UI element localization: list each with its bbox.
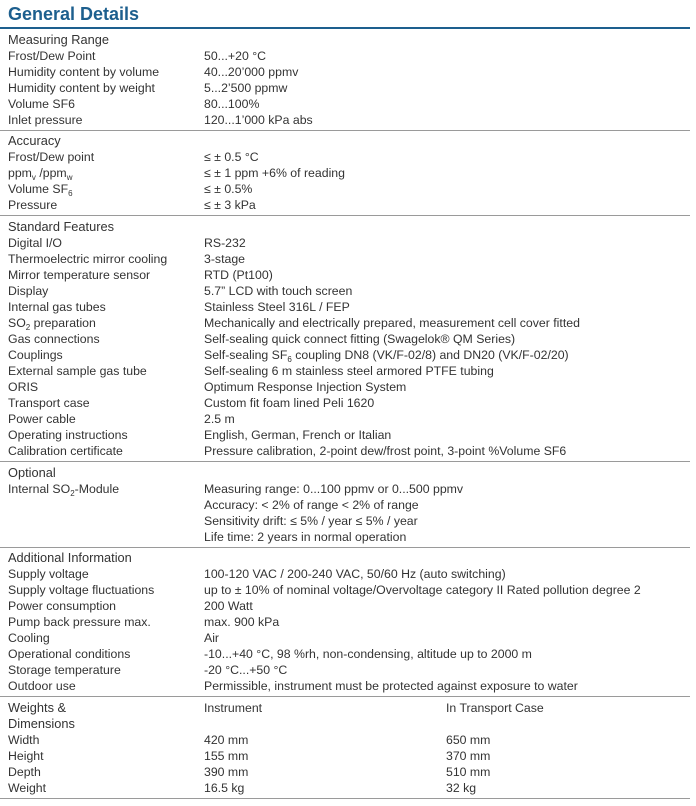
spec-label: Gas connections [8, 332, 100, 346]
spec-label: Frost/Dew Point [8, 49, 96, 63]
spec-value: RS-232 [204, 236, 246, 250]
spec-label: Pressure [8, 198, 58, 212]
section-heading-standard-features: Standard Features [8, 219, 114, 234]
spec-row [8, 678, 690, 694]
spec-value: Air [204, 631, 220, 645]
spec-row [8, 267, 690, 283]
spec-row [8, 149, 690, 165]
spec-value: ≤ ± 0.5% [204, 182, 253, 196]
spec-value: RTD (Pt100) [204, 268, 273, 282]
spec-value: 100-120 VAC / 200-240 VAC, 50/60 Hz (auto switching) [204, 567, 506, 581]
spec-row [8, 764, 690, 780]
spec-label: ORIS [8, 380, 39, 394]
spec-label: Inlet pressure [8, 113, 83, 127]
spec-value: 200 Watt [204, 599, 253, 613]
spec-value: English, German, French or Italian [204, 428, 392, 442]
section-heading-additional-information: Additional Information [8, 550, 132, 565]
spec-value: Self-sealing 6 m stainless steel armored PTFE tubing [204, 364, 494, 378]
section-divider [0, 130, 690, 131]
spec-label: Volume SF6 [8, 97, 75, 111]
spec-value: Accuracy: < 2% of range < 2% of range [204, 498, 419, 512]
spec-label: Pump back pressure max. [8, 615, 151, 629]
spec-label: Internal gas tubes [8, 300, 106, 314]
column-header-transport-case: In Transport Case [446, 701, 544, 715]
spec-value: Optimum Response Injection System [204, 380, 407, 394]
spec-label: $SO_2$ preparation [8, 316, 96, 332]
spec-row [8, 315, 690, 331]
spec-value: -10...+40 °C, 98 %rh, non-condensing, altitude up to 2000 m [204, 647, 532, 661]
spec-value: max. 900 kPa [204, 615, 280, 629]
spec-value: Measuring range: 0...100 ppmv or 0...500 ppmv [204, 482, 464, 496]
spec-row [8, 529, 690, 545]
spec-label: Humidity content by weight [8, 81, 155, 95]
spec-row [8, 662, 690, 678]
spec-row [8, 48, 690, 64]
spec-value: 2.5 m [204, 412, 235, 426]
spec-label: Depth [8, 765, 41, 779]
spec-value: Life time: 2 years in normal operation [204, 530, 407, 544]
spec-row [8, 112, 690, 128]
section-heading-weights-dimensions: Weights & [8, 700, 67, 715]
spec-label: Internal $SO_2$-Module [8, 482, 120, 498]
spec-row [8, 748, 690, 764]
spec-label: Frost/Dew point [8, 150, 95, 164]
spec-value: 5.7” LCD with touch screen [204, 284, 353, 298]
spec-label: Supply voltage [8, 567, 89, 581]
spec-row [8, 165, 690, 181]
spec-row [8, 379, 690, 395]
column-headers [8, 700, 690, 716]
spec-row [8, 598, 690, 614]
spec-row [8, 331, 690, 347]
section-divider [0, 696, 690, 697]
spec-row [8, 780, 690, 796]
spec-row [8, 197, 690, 213]
section-divider [0, 798, 690, 799]
spec-row [8, 235, 690, 251]
spec-row [8, 395, 690, 411]
spec-label: Volume $SF_6$ [8, 182, 73, 198]
spec-value: Self-sealing $SF_6$ coupling DN8 (VK/F-02/8) and DN20 (VK/F-02/20) [204, 348, 569, 364]
spec-row [8, 80, 690, 96]
spec-value: Permissible, instrument must be protected against exposure to water [204, 679, 578, 693]
spec-label: Storage temperature [8, 663, 121, 677]
spec-label: Humidity content by volume [8, 65, 160, 79]
spec-value: -20 °C...+50 °C [204, 663, 288, 677]
section-heading-accuracy: Accuracy [8, 133, 61, 148]
spec-value: 50...+20 °C [204, 49, 267, 63]
spec-label: Cooling [8, 631, 50, 645]
spec-value-case: 370 mm [446, 749, 491, 763]
spec-row [8, 646, 690, 662]
spec-label: Outdoor use [8, 679, 76, 693]
spec-row [8, 614, 690, 630]
spec-row [8, 630, 690, 646]
spec-label: Thermoelectric mirror cooling [8, 252, 168, 266]
spec-value: Custom fit foam lined Peli 1620 [204, 396, 375, 410]
spec-row [8, 582, 690, 598]
spec-value: Self-sealing quick connect fitting (Swagelok® QM Series) [204, 332, 516, 346]
spec-label: Power cable [8, 412, 76, 426]
spec-row [8, 363, 690, 379]
title-rule [0, 27, 690, 29]
spec-value-instrument: 155 mm [204, 749, 249, 763]
spec-value-case: 650 mm [446, 733, 491, 747]
spec-label: ppm$_v$ /ppm$_w$ [8, 166, 73, 182]
spec-label: Mirror temperature sensor [8, 268, 151, 282]
spec-label: Height [8, 749, 44, 763]
spec-row [8, 513, 690, 529]
spec-row [8, 283, 690, 299]
spec-row [8, 497, 690, 513]
spec-value: Stainless Steel 316L / FEP [204, 300, 350, 314]
section-heading-measuring-range: Measuring Range [8, 32, 110, 47]
spec-row [8, 299, 690, 315]
spec-row [8, 411, 690, 427]
spec-label: Transport case [8, 396, 90, 410]
spec-label: Operational conditions [8, 647, 131, 661]
spec-value: Sensitivity drift: ≤ 5% / year ≤ 5% / year [204, 514, 418, 528]
spec-value-case: 510 mm [446, 765, 491, 779]
spec-row [8, 481, 690, 497]
spec-label: Width [8, 733, 40, 747]
spec-label: Digital I/O [8, 236, 62, 250]
spec-value: 120...1’000 kPa abs [204, 113, 313, 127]
spec-row [8, 181, 690, 197]
section-divider [0, 215, 690, 216]
spec-value: Mechanically and electrically prepared, measurement cell cover fitted [204, 316, 580, 330]
spec-label: Supply voltage fluctuations [8, 583, 155, 597]
spec-label: Display [8, 284, 49, 298]
spec-value: ≤ ± 0.5 °C [204, 150, 259, 164]
section-divider [0, 461, 690, 462]
spec-value-instrument: 390 mm [204, 765, 249, 779]
spec-value: 40...20’000 ppmv [204, 65, 299, 79]
spec-value: up to ± 10% of nominal voltage/Overvoltage category II Rated pollution degree 2 [204, 583, 641, 597]
spec-row [8, 96, 690, 112]
section-divider [0, 547, 690, 548]
spec-value: ≤ ± 3 kPa [204, 198, 256, 212]
column-header-instrument: Instrument [204, 701, 263, 715]
spec-value-instrument: 420 mm [204, 733, 249, 747]
section-heading-optional: Optional [8, 465, 56, 480]
spec-value: 3-stage [204, 252, 246, 266]
spec-label: Weight [8, 781, 47, 795]
spec-row [8, 566, 690, 582]
spec-label: Power consumption [8, 599, 116, 613]
spec-row [8, 443, 690, 459]
spec-label: Calibration certificate [8, 444, 123, 458]
spec-row [8, 427, 690, 443]
spec-value-instrument: 16.5 kg [204, 781, 245, 795]
section-heading-weights-dimensions-line2: Dimensions [8, 716, 75, 731]
spec-value: 80...100% [204, 97, 260, 111]
spec-row [8, 64, 690, 80]
spec-label: External sample gas tube [8, 364, 147, 378]
spec-label: Couplings [8, 348, 63, 362]
spec-value: ≤ ± 1 ppm +6% of reading [204, 166, 345, 180]
spec-value-case: 32 kg [446, 781, 477, 795]
spec-row [8, 251, 690, 267]
spec-row [8, 732, 690, 748]
spec-value: Pressure calibration, 2-point dew/frost point, 3-point %Volume SF6 [204, 444, 567, 458]
spec-label: Operating instructions [8, 428, 128, 442]
spec-row [8, 347, 690, 363]
page-title: General Details [8, 4, 140, 24]
spec-value: 5...2’500 ppmw [204, 81, 288, 95]
